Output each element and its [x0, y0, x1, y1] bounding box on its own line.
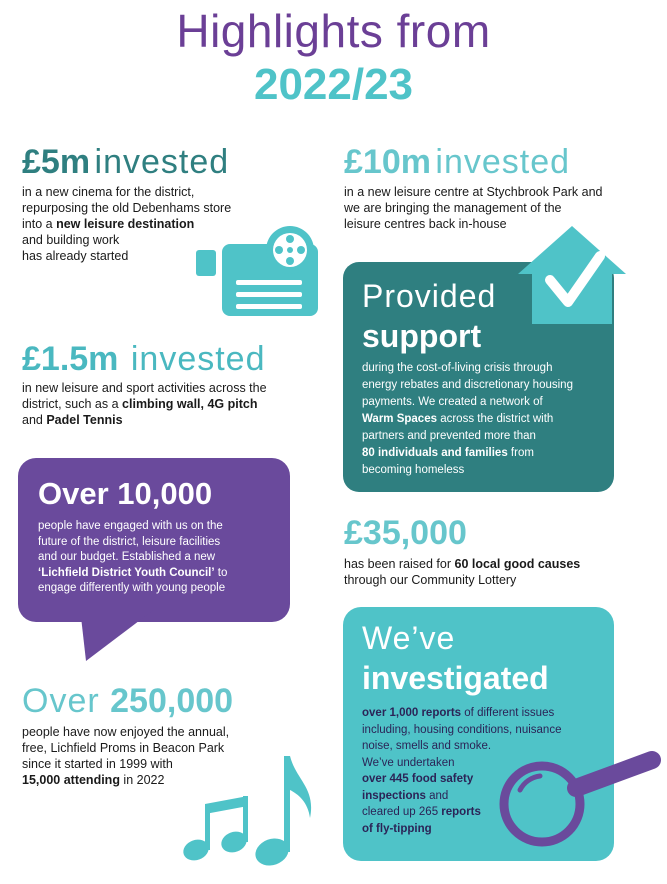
- support-line: payments. We created a network of: [362, 396, 543, 408]
- investigated-bold: over 445 food safety: [362, 773, 474, 785]
- investigated-line: We’ve undertaken: [362, 756, 455, 769]
- lottery-bold: 60 local good causes: [454, 557, 581, 571]
- activities-text: [22, 380, 322, 428]
- house-check-icon: [516, 222, 628, 326]
- investigated-title-1: We’ve: [362, 620, 456, 656]
- investigated-line: of different issues: [461, 707, 555, 719]
- proms-bold: 15,000 attending: [22, 773, 120, 787]
- engaged-bold: ‘Lichfield District Youth Council’: [38, 566, 215, 579]
- support-line: becoming homeless: [362, 464, 465, 476]
- engaged-line: to: [214, 566, 228, 579]
- cinema-line: has already started: [22, 249, 129, 263]
- leisure-centre-line: in a new leisure centre at Stychbrook Park and: [344, 185, 603, 199]
- support-bold: 80 individuals and families: [362, 447, 508, 459]
- cinema-bold: new leisure destination: [56, 217, 195, 231]
- cinema-line: in a new cinema for the district,: [22, 185, 195, 199]
- page-title-year: 2022/23: [253, 60, 414, 109]
- investigated-bold: of fly-tipping: [362, 822, 432, 835]
- support-line: across the district with: [437, 413, 554, 425]
- support-line: during the cost-of-living crisis through: [362, 362, 553, 374]
- investigated-line: noise, smells and smoke.: [362, 740, 492, 752]
- leisure-centre-line: we are bringing the management of the: [344, 201, 562, 215]
- proms-line: free, Lichfield Proms in Beacon Park: [22, 741, 225, 755]
- support-line: from: [507, 447, 534, 459]
- activities-line: and: [22, 413, 47, 427]
- investigated-bold: inspections: [362, 789, 426, 802]
- support-bold: Warm Spaces: [362, 413, 437, 425]
- support-title-1: Provided: [362, 278, 497, 314]
- activities-bold: Padel Tennis: [46, 413, 123, 427]
- activities-invested: invested: [130, 340, 266, 378]
- investigated-line: 265: [418, 806, 439, 818]
- cinema-line: repurposing the old Debenhams store: [22, 201, 232, 215]
- page-title-line1: Highlights from: [176, 5, 491, 57]
- activities-bold: climbing wall, 4G pitch: [122, 397, 258, 411]
- cinema-line: and building work: [22, 233, 120, 247]
- investigated-line: and: [425, 789, 449, 802]
- magnifier-icon: [496, 750, 664, 862]
- proms-over: Over: [22, 682, 100, 720]
- investigated-title-2: investigated: [362, 660, 549, 696]
- music-notes-icon: [170, 744, 320, 874]
- lottery-line: has been raised for: [344, 557, 455, 571]
- proms-heading: [22, 682, 233, 721]
- proms-line: since it started in 1999 with: [22, 757, 173, 771]
- investigated-bold: reports: [438, 806, 481, 818]
- lottery-line: through our Community Lottery: [344, 573, 517, 587]
- activities-heading: [22, 340, 266, 379]
- cinema-invested: invested: [94, 143, 230, 181]
- cinema-line: into a: [22, 217, 57, 231]
- support-line: partners and prevented more than: [362, 430, 536, 442]
- engaged-title: Over 10,000: [38, 476, 213, 511]
- support-line: energy rebates and discretionary housing: [362, 379, 573, 391]
- cinema-heading: [22, 143, 229, 182]
- leisure-centre-amount: £10m: [344, 143, 431, 181]
- investigated-line: cleared up: [362, 806, 419, 818]
- engaged-text: [38, 519, 286, 597]
- proms-amount: 250,000: [110, 682, 234, 720]
- leisure-centre-line: leisure centres back in-house: [344, 217, 507, 231]
- leisure-centre-heading: [344, 143, 570, 182]
- engaged-line: engage differently with young people: [38, 582, 226, 594]
- engaged-line: and our budget. Established a new: [38, 551, 216, 563]
- support-text: [362, 360, 612, 479]
- lottery-text: [344, 556, 644, 588]
- proms-line: in 2022: [119, 773, 165, 787]
- lottery-amount: £35,000: [344, 514, 467, 552]
- proms-line: people have now enjoyed the annual,: [22, 725, 230, 739]
- activities-line: district, such as a: [22, 397, 123, 411]
- support-title-2: support: [362, 318, 482, 354]
- investigated-line: including, housing conditions, nuisance: [362, 723, 562, 736]
- cinema-amount: £5m: [22, 143, 91, 181]
- projector-icon: [192, 222, 320, 318]
- activities-amount: £1.5m: [22, 340, 119, 378]
- leisure-centre-invested: invested: [435, 143, 571, 181]
- activities-line: in new leisure and sport activities across the: [22, 381, 267, 395]
- investigated-bold: over 1,000 reports: [362, 707, 462, 719]
- engaged-line: future of the district, leisure facilities: [38, 535, 221, 548]
- engaged-line: people have engaged with us on the: [38, 520, 223, 532]
